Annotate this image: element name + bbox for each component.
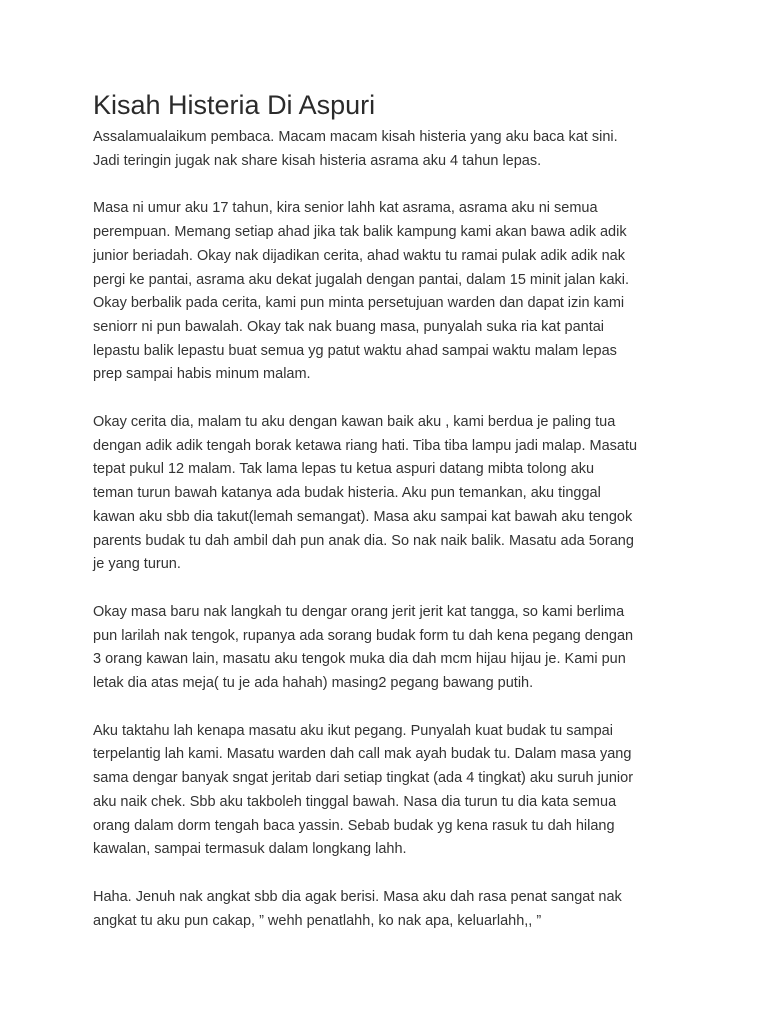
text-line: terpelantig lah kami. Masatu warden dah call mak ayah budak tu. Dalam masa yang [93, 746, 632, 763]
text-line: pun larilah nak tengok, rupanya ada sorang budak form tu dah kena pegang dengan [93, 627, 634, 644]
text-line: pergi ke pantai, asrama aku dekat jugalah dengan pantai, dalam 15 minit jalan kaki. [93, 271, 630, 288]
text-line: letak dia atas meja( tu je ada hahah) masing2 pegang bawang putih. [93, 675, 534, 692]
text-line: Aku taktahu lah kenapa masatu aku ikut pegang. Punyalah kuat budak tu sampai [93, 722, 613, 739]
paragraph-6 [93, 886, 693, 933]
text-line: kawalan, sampai termasuk dalam longkang lahh. [93, 841, 407, 858]
paragraph-3 [93, 411, 693, 577]
text-line: Okay masa baru nak langkah tu dengar orang jerit jerit kat tangga, so kami berlima [93, 603, 625, 620]
text-line: Okay cerita dia, malam tu aku dengan kawan baik aku , kami berdua je paling tua [93, 414, 616, 431]
text-line: parents budak tu dah ambil dah pun anak dia. So nak naik balik. Masatu ada 5orang [93, 532, 634, 549]
paragraph-1 [93, 126, 693, 173]
text-line: kawan aku sbb dia takut(lemah semangat). Masa aku sampai kat bawah aku tengok [93, 508, 633, 525]
text-line: Masa ni umur aku 17 tahun, kira senior lahh kat asrama, asrama aku ni semua [93, 200, 598, 217]
text-line: teman turun bawah katanya ada budak histeria. Aku pun temankan, aku tinggal [93, 485, 601, 502]
paragraph-5 [93, 720, 693, 862]
text-line: tepat pukul 12 malam. Tak lama lepas tu ketua aspuri datang mibta tolong aku [93, 461, 595, 478]
text-line: prep sampai habis minum malam. [93, 366, 311, 383]
text-line: perempuan. Memang setiap ahad jika tak balik kampung kami akan bawa adik adik [93, 224, 627, 241]
text-line: Jadi teringin jugak nak share kisah histeria asrama aku 4 tahun lepas. [93, 152, 542, 169]
text-line: sama dengar banyak sngat jeritab dari setiap tingkat (ada 4 tingkat) aku suruh junior [93, 770, 634, 787]
text-line: 3 orang kawan lain, masatu aku tengok muka dia dah mcm hijau hijau je. Kami pun [93, 651, 626, 668]
document-page [93, 88, 693, 957]
text-line: aku naik chek. Sbb aku takboleh tinggal bawah. Nasa dia turun tu dia kata semua [93, 793, 617, 810]
paragraph-4 [93, 601, 693, 696]
text-line: orang dalam dorm tengah baca yassin. Sebab budak yg kena rasuk tu dah hilang [93, 817, 615, 834]
text-line: Assalamualaikum pembaca. Macam macam kisah histeria yang aku baca kat sini. [93, 129, 618, 145]
text-line: angkat tu aku pun cakap, ” wehh penatlahh, ko nak apa, keluarlahh,, ” [93, 912, 542, 929]
text-line: Okay berbalik pada cerita, kami pun minta persetujuan warden dan dapat izin kami [93, 295, 625, 312]
text-line: je yang turun. [93, 556, 181, 573]
document-title: Kisah Histeria Di Aspuri [93, 90, 376, 120]
text-line: dengan adik adik tengah borak ketawa riang hati. Tiba tiba lampu jadi malap. Masatu [93, 437, 638, 454]
paragraph-2 [93, 197, 693, 387]
text-line: lepastu balik lepastu buat semua yg patut waktu ahad sampai waktu malam lepas [93, 342, 617, 359]
text-line: seniorr ni pun bawalah. Okay tak nak buang masa, punyalah suka ria kat pantai [93, 318, 605, 335]
text-line: junior beriadah. Okay nak dijadikan cerita, ahad waktu tu ramai pulak adik adik nak [93, 247, 625, 264]
text-line: Haha. Jenuh nak angkat sbb dia agak berisi. Masa aku dah rasa penat sangat nak [93, 888, 622, 905]
